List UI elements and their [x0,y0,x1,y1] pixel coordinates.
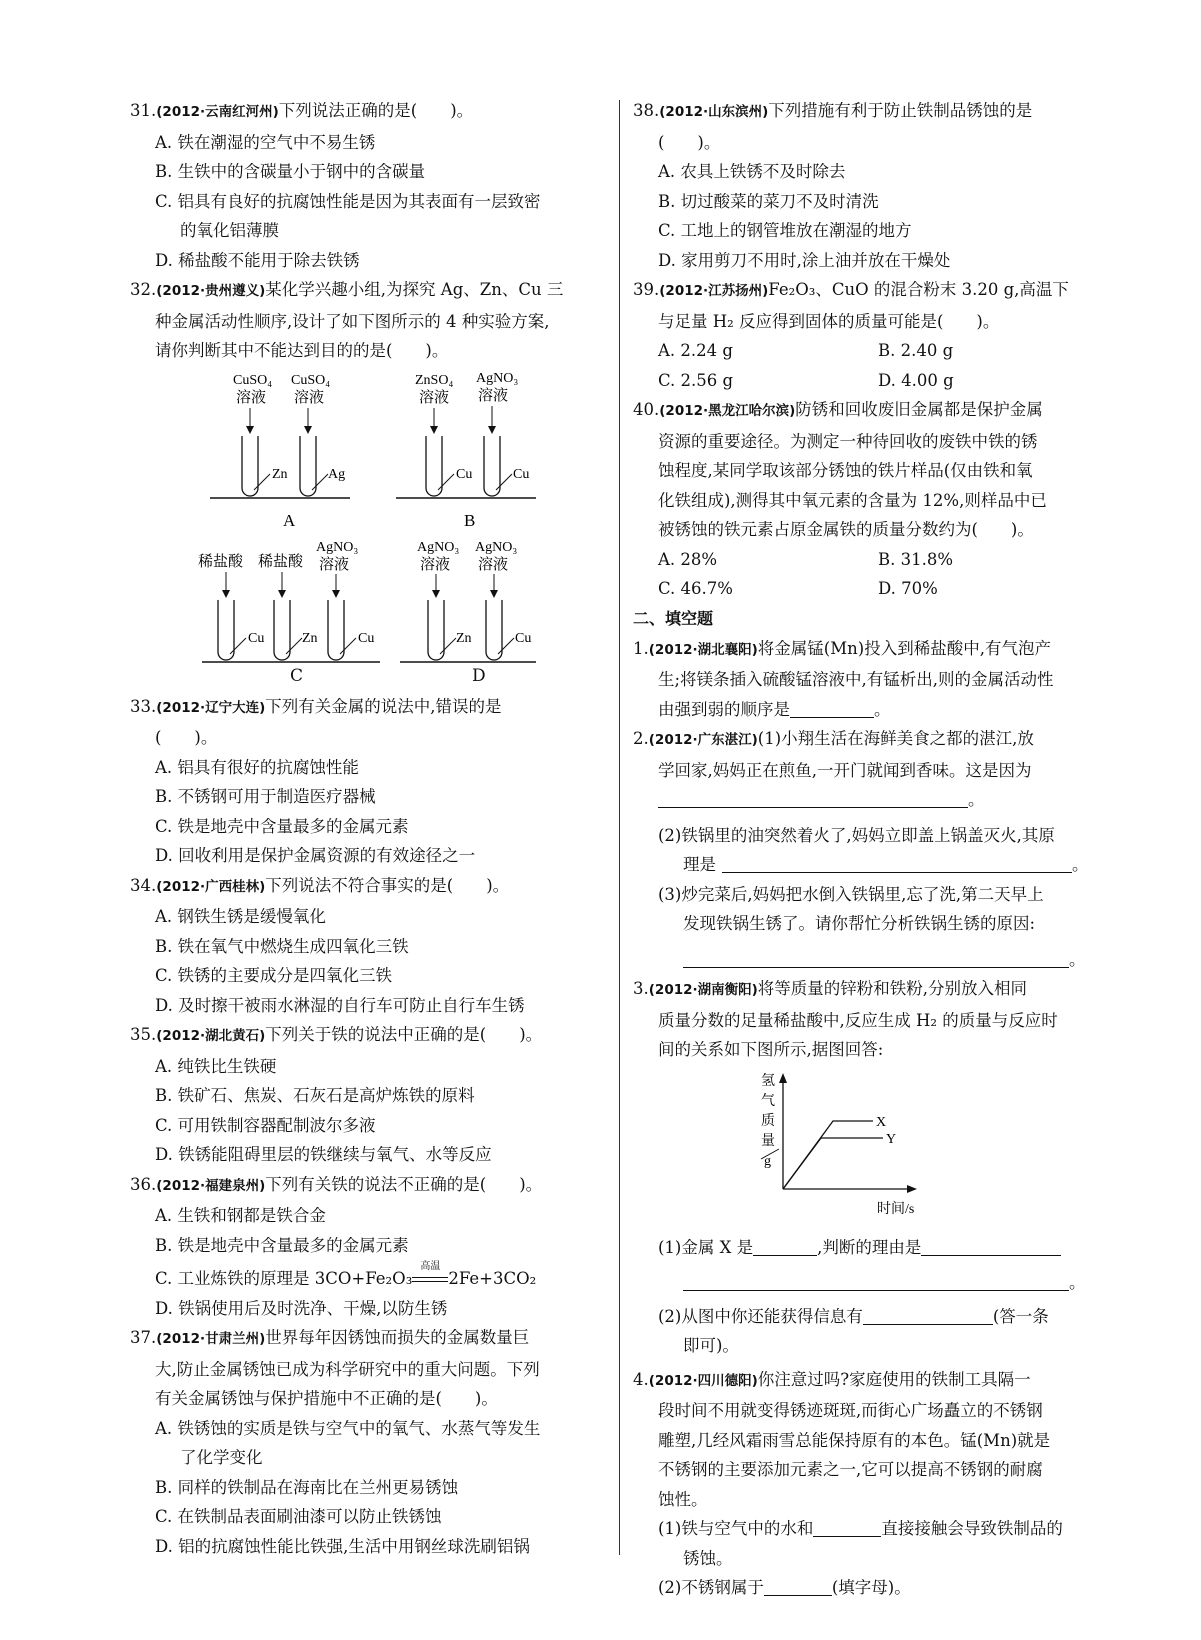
metal-label: Cu [358,630,375,646]
options-ab [633,545,1108,575]
option-a: A. 钢铁生锈是缓慢氧化 [155,907,326,926]
test-tube [328,600,344,660]
y-axis-label-char: 氢 [761,1073,775,1089]
option-c: C. 46.7% [658,579,733,598]
metal-label: Ag [328,466,346,482]
reagent-label: AgNO₃ [417,539,460,555]
test-tube [242,436,258,496]
answer-blank[interactable] [683,1272,1069,1291]
y-axis-unit: g [764,1153,771,1169]
option-b: B. 31.8% [878,549,954,569]
option-b: B. 切过酸菜的菜刀不及时清洗 [658,191,879,211]
fill-question-4 [633,1365,1108,1603]
option-a: A. 纯铁比生铁硬 [155,1056,277,1076]
option-b: B. 铁矿石、焦炭、石灰石是高炉炼铁的原料 [155,1086,475,1105]
question-number: 32. [130,280,157,299]
y-axis-arrow [779,1073,787,1083]
answer-blank[interactable] [722,854,1072,873]
question-source: (2012·江苏扬州) [659,283,769,299]
question-number: 34. [130,875,157,895]
option-b: B. 铁是地壳中含量最多的金属元素 [155,1235,409,1255]
option-c: C. 铁是地壳中含量最多的金属元素 [155,816,409,836]
question-source: (2012·云南红河州) [156,104,279,120]
option-b: B. 生铁中的含碳量小于钢中的含碳量 [155,162,426,181]
question-number: 4. [633,1369,649,1389]
question-stem-cont: 段时间不用就变得锈迹斑斑,而街心广场矗立的不锈钢 [658,1401,1043,1420]
test-tube [428,600,444,660]
question-stem-cont: 蚀性。 [658,1489,708,1509]
question-stem-cont: 有关金属锈蚀与保护措施中不正确的是( )。 [155,1389,498,1408]
solution-label: 溶液 [478,387,509,404]
option-b: B. 同样的铁制品在海南比在兰州更易锈蚀 [155,1477,459,1497]
metal-label: Zn [272,466,288,482]
question-number: 38. [633,101,660,120]
question-stem: 某化学兴趣小组,为探究 Ag、Zn、Cu 三 [265,280,564,299]
option-d: D. 铝的抗腐蚀性能比铁强,生活中用钢丝球洗刷铝锅 [155,1536,530,1556]
punctuation: 。 [968,790,985,809]
y-axis-label-char: 量 [761,1133,775,1149]
question-source: (2012·湖北襄阳) [648,641,758,658]
option-a: A. 铝具有很好的抗腐蚀性能 [155,757,359,777]
hydrogen-mass-chart [633,1065,1108,1233]
solution-label: 溶液 [319,556,350,573]
x-axis-arrow [907,1185,917,1193]
question-32 [130,275,605,366]
options-ab [633,336,1108,366]
question-source: (2012·广东湛江) [648,732,758,748]
reagent-label: 稀盐酸 [198,553,244,570]
question-stem: 下列有关铁的说法不正确的是( )。 [265,1174,543,1194]
question-source: (2012·山东滨州) [659,104,769,120]
option-c: C. 工地上的钢管堆放在潮湿的地方 [658,221,912,240]
sub-question: (3)炒完菜后,妈妈把水倒入铁锅里,忘了洗,第二天早上 [658,884,1044,904]
answer-blank[interactable] [813,1518,881,1537]
question-stem: 世界每年因锈蚀而损失的金属数量巨 [265,1328,530,1347]
question-stem-cont: 雕塑,几经风霜雨雪总能保持原有的本色。锰(Mn)就是 [658,1430,1051,1450]
metal-label: Cu [515,630,532,646]
answer-blank[interactable] [790,699,874,718]
solution-label: 溶液 [236,389,267,406]
option-a: A. 铁锈蚀的实质是铁与空气中的氧气、水蒸气等发生 [155,1418,541,1438]
option-a: A. 28% [658,549,718,569]
reagent-label: CuSO₄ [291,372,331,388]
question-stem-cont: 生;将镁条插入硫酸锰溶液中,有锰析出,则的金属活动性 [658,670,1054,689]
question-source: (2012·广西桂林) [156,878,266,895]
answer-blank[interactable] [921,1237,1061,1256]
question-38 [633,96,1108,275]
question-source: (2012·湖南衡阳) [648,982,758,998]
question-source: (2012·四川德阳) [648,1372,758,1389]
series-x-label: X [876,1114,887,1130]
series-x-line [783,1121,873,1189]
sub-question-cont: (填字母)。 [831,1578,911,1597]
sub-question: (2)铁锅里的油突然着火了,妈妈立即盖上锅盖灭火,其原 [658,825,1055,845]
question-stem-cont: 质量分数的足量稀盐酸中,反应生成 H₂ 的质量与反应时 [658,1010,1058,1030]
y-axis-label-char: 质 [761,1113,775,1129]
question-stem-cont: 由强到弱的顺序是 [658,699,790,719]
setup-c [198,540,380,662]
column-divider [619,100,620,1555]
question-stem: Fe₂O₃、CuO 的混合粉末 3.20 g,高温下 [768,280,1069,299]
question-stem: 下列说法正确的是( )。 [278,101,474,120]
option-c: C. 2.56 g [658,370,734,390]
question-source: (2012·甘肃兰州) [156,1331,266,1347]
sub-question-cont: (答一条 [992,1306,1049,1326]
reagent-label: AgNO₃ [316,539,359,555]
question-number: 2. [633,729,649,748]
solution-label: 溶液 [294,389,325,406]
solution-label: 溶液 [478,556,509,573]
option-d: D. 家用剪刀不用时,涂上油并放在干燥处 [658,250,951,270]
answer-blank[interactable] [658,789,968,808]
fill-question-2 [633,724,1108,974]
option-c: C. 可用铁制容器配制波尔多液 [155,1115,376,1135]
reagent-label: ZnSO₄ [415,372,454,388]
option-a: A. 2.24 g [658,341,733,360]
sub-question-cont: 理是 [683,855,716,874]
test-tube [274,600,290,660]
question-number: 3. [633,979,649,998]
series-y-label: Y [886,1131,897,1147]
fill-question-1 [633,634,1108,725]
fill-question-3-subs [633,1233,1108,1361]
punctuation: 。 [1069,949,1086,969]
question-stem-cont: 资源的重要途径。为测定一种待回收的废铁中铁的锈 [658,431,1038,451]
answer-blank[interactable] [764,1577,832,1596]
option-d: D. 回收利用是保护金属资源的有效途径之一 [155,846,476,865]
question-stem-cont: ( )。 [155,728,218,747]
question-stem: 下列有关金属的说法中,错误的是 [265,696,502,716]
reagent-label: AgNO₃ [475,539,518,555]
option-a: A. 生铁和钢都是铁合金 [155,1206,326,1225]
answer-blank[interactable] [683,949,1069,968]
question-stem-cont: 间的关系如下图所示,据图回答: [658,1040,884,1059]
test-tube [218,600,234,660]
question-stem: 将金属锰(Mn)投入到稀盐酸中,有气泡产 [757,638,1051,658]
question-stem: 防锈和回收废旧金属都是保护金属 [795,400,1043,419]
question-source: (2012·辽宁大连) [156,699,266,716]
question-35 [130,1020,605,1170]
test-tube [484,436,500,496]
equation-left: C. 工业炼铁的原理是 3CO+Fe₂O₃ [155,1269,413,1288]
option-d: D. 70% [878,579,938,598]
test-tube [426,436,442,496]
option-c: C. 在铁制品表面刷油漆可以防止铁锈蚀 [155,1507,442,1526]
question-stem: 将等质量的锌粉和铁粉,分别放入相同 [757,979,1028,998]
metal-label: Cu [513,466,530,482]
sub-question: (1)铁与空气中的水和 [658,1519,814,1538]
reagent-label: AgNO₃ [476,370,519,386]
question-number: 37. [130,1328,157,1347]
left-column [130,96,605,1561]
sub-question-cont: 锈蚀。 [683,1548,733,1568]
setup-label: C [290,665,304,686]
sub-question: (2)从图中你还能获得信息有 [658,1306,863,1326]
question-stem: 下列说法不符合事实的是( )。 [265,875,510,895]
option-c: C. 铝具有良好的抗腐蚀性能是因为其表面有一层致密 [155,191,541,211]
question-36 [130,1170,605,1324]
setup-b [396,371,536,530]
solution-label: 溶液 [420,556,451,573]
metal-label: Cu [456,466,473,482]
y-axis-label-char: 气 [761,1093,775,1109]
reaction-arrow [412,1261,448,1282]
series-y-line [783,1138,883,1189]
sub-question-cont: 发现铁锅生锈了。请你帮忙分析铁锅生锈的原因: [683,914,1036,933]
right-column [633,96,1108,1603]
question-stem-cont: 与足量 H₂ 反应得到固体的质量可能是( )。 [658,311,1000,331]
question-stem-cont: 蚀程度,某同学取该部分锈蚀的铁片样品(仅由铁和氧 [658,461,1033,480]
setup-label: D [472,665,486,686]
option-d: D. 铁锅使用后及时洗净、干燥,以防生锈 [155,1298,448,1318]
question-stem: (1)小翔生活在海鲜美食之都的湛江,放 [757,729,1034,748]
question-number: 39. [633,280,660,299]
option-c [130,1261,605,1294]
option-b: B. 2.40 g [878,341,954,360]
option-d: D. 铁锈能阻碍里层的铁继续与氧气、水等反应 [155,1145,492,1164]
test-tube [486,600,502,660]
question-40 [633,395,1108,604]
question-stem: 下列关于铁的说法中正确的是( )。 [265,1025,543,1044]
question-source: (2012·黑龙江哈尔滨) [659,403,796,419]
options-cd [633,366,1108,396]
question-number: 31. [130,101,157,120]
question-stem-cont: 不锈钢的主要添加元素之一,它可以提高不锈钢的耐腐 [658,1460,1043,1479]
test-tube [300,436,316,496]
question-number: 35. [130,1025,157,1044]
option-a: A. 铁在潮湿的空气中不易生锈 [155,132,376,152]
question-31 [130,96,605,275]
sub-question: (2)不锈钢属于 [658,1578,764,1597]
question-34 [130,871,605,1021]
question-number: 36. [130,1174,157,1194]
punctuation: 。 [1069,1273,1086,1292]
question-stem-cont: 种金属活动性顺序,设计了如下图所示的 4 种实验方案, [155,311,550,331]
question-39 [633,275,1108,395]
experiment-diagram [130,366,605,676]
question-stem-cont: ( )。 [658,132,721,152]
question-number: 33. [130,696,157,716]
setup-cd-labels [130,665,605,692]
question-stem-cont: 请你判断其中不能达到目的的是( )。 [155,341,449,360]
reagent-label: 稀盐酸 [258,553,304,570]
option-c-cont: 的氧化铝薄膜 [180,221,279,240]
setup-a [210,373,350,530]
question-stem: 你注意过吗?家庭使用的铁制工具隔一 [757,1369,1031,1389]
section-heading: 二、填空题 [633,608,714,628]
question-stem: 下列措施有利于防止铁制品锈蚀的是 [768,101,1033,120]
question-number: 40. [633,400,660,419]
solution-label: 溶液 [419,389,450,406]
answer-blank[interactable] [753,1237,817,1256]
metal-label: Zn [302,630,318,646]
option-b: B. 铁在氧气中燃烧生成四氧化三铁 [155,936,409,956]
sub-question: (1)金属 X 是 [658,1237,754,1257]
fill-question-3 [633,974,1108,1065]
question-source: (2012·贵州遵义) [156,283,266,299]
question-33 [130,692,605,871]
sub-question-cont: 直接接触会导致铁制品的 [881,1519,1063,1538]
metal-label: Zn [456,630,472,646]
question-stem-cont: 大,防止金属锈蚀已成为科学研究中的重大问题。下列 [155,1359,540,1379]
sub-question-cont: ,判断的理由是 [817,1237,922,1257]
reagent-label: CuSO₄ [233,372,273,388]
question-stem-cont: 化铁组成),测得其中氧元素的含量为 12%,则样品中已 [658,490,1047,510]
option-d: D. 及时擦干被雨水淋湿的自行车可防止自行车生锈 [155,995,525,1015]
question-37 [130,1323,605,1561]
sub-question-cont: 即可)。 [683,1336,739,1355]
x-axis-label: 时间/s [877,1201,915,1217]
option-a-cont: 了化学变化 [180,1448,263,1467]
answer-blank[interactable] [863,1306,993,1325]
setup-d [400,540,536,662]
option-d: D. 稀盐酸不能用于除去铁锈 [155,250,360,270]
options-cd [633,574,1108,604]
punctuation: 。 [874,699,891,719]
setup-label: B [464,510,476,530]
punctuation: 。 [1072,855,1089,874]
question-source: (2012·福建泉州) [156,1177,266,1194]
equation-right: 2Fe+3CO₂ [448,1269,537,1288]
option-b: B. 不锈钢可用于制造医疗器械 [155,787,376,806]
metal-label: Cu [248,630,265,646]
option-a: A. 农具上铁锈不及时除去 [658,162,846,181]
question-stem-cont: 被锈蚀的铁元素占原金属铁的质量分数约为( )。 [658,520,1034,539]
option-d: D. 4.00 g [878,370,954,390]
question-number: 1. [633,638,649,658]
question-source: (2012·湖北黄石) [156,1028,266,1044]
reaction-condition: 高温 [420,1261,441,1272]
setup-label: A [283,510,296,530]
question-stem-cont: 学回家,妈妈正在煎鱼,一开门就闻到香味。这是因为 [658,760,1032,780]
option-c: C. 铁锈的主要成分是四氧化三铁 [155,966,393,985]
